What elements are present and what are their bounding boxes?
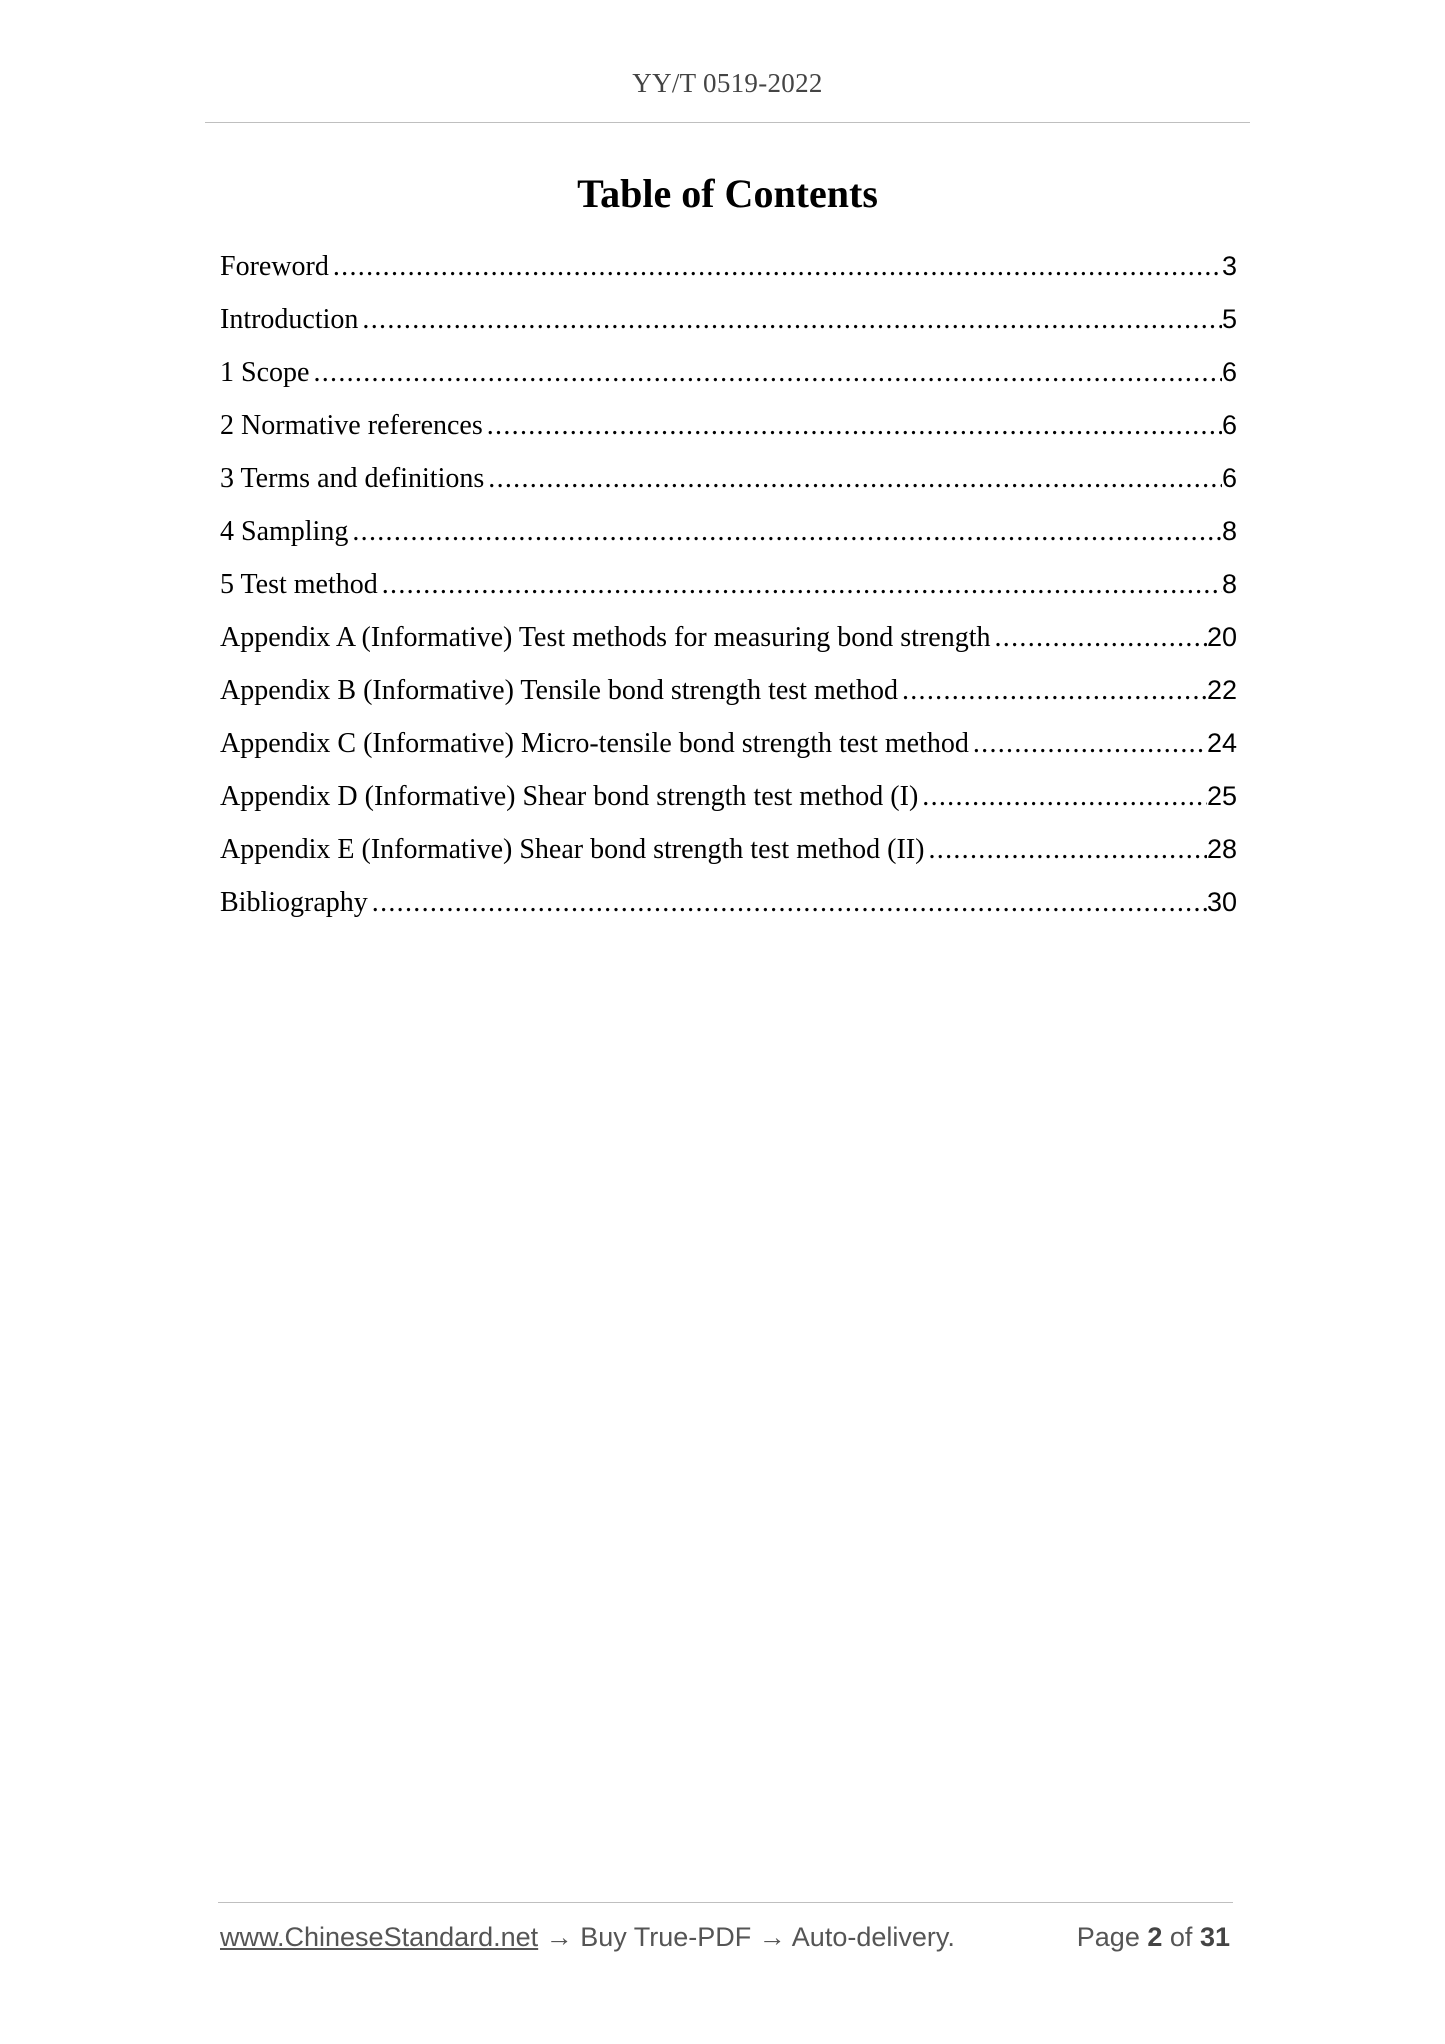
toc-entry-page: 22 bbox=[1206, 675, 1237, 705]
toc-dot-leader bbox=[924, 830, 1206, 870]
toc-entry-label: 4 Sampling bbox=[220, 516, 349, 547]
toc-entry-label: 2 Normative references bbox=[220, 410, 483, 441]
toc-entry-appendix-d[interactable] bbox=[220, 776, 1237, 829]
footer-promo bbox=[220, 1922, 955, 1953]
toc-entry-page: 6 bbox=[1221, 463, 1237, 493]
toc-list bbox=[220, 246, 1237, 935]
toc-entry-page: 28 bbox=[1206, 834, 1237, 864]
toc-entry-appendix-c[interactable] bbox=[220, 723, 1237, 776]
auto-delivery-text: Auto-delivery. bbox=[791, 1922, 955, 1952]
toc-entry-label: Appendix E (Informative) Shear bond strength test method (II) bbox=[220, 834, 925, 865]
toc-entry-appendix-e[interactable] bbox=[220, 829, 1237, 882]
toc-entry-introduction[interactable] bbox=[220, 299, 1237, 352]
toc-entry-appendix-a[interactable] bbox=[220, 617, 1237, 670]
toc-dot-leader bbox=[483, 406, 1222, 446]
page-number bbox=[1077, 1922, 1230, 1953]
toc-entry-label: 5 Test method bbox=[220, 569, 378, 600]
toc-entry-label: Bibliography bbox=[220, 887, 368, 918]
toc-entry-label: Appendix B (Informative) Tensile bond strength test method bbox=[220, 675, 898, 706]
toc-entry-label: Foreword bbox=[220, 251, 329, 282]
toc-entry-normative-references[interactable] bbox=[220, 405, 1237, 458]
toc-entry-label: Appendix A (Informative) Test methods for measuring bond strength bbox=[220, 622, 991, 653]
toc-entry-page: 5 bbox=[1221, 304, 1237, 334]
toc-entry-page: 24 bbox=[1206, 728, 1237, 758]
toc-dot-leader bbox=[898, 671, 1207, 711]
toc-entry-label: 1 Scope bbox=[220, 357, 310, 388]
toc-entry-page: 8 bbox=[1221, 569, 1237, 599]
footer-divider bbox=[218, 1902, 1233, 1903]
toc-dot-leader bbox=[309, 353, 1222, 393]
toc-dot-leader bbox=[358, 300, 1222, 340]
toc-dot-leader bbox=[484, 459, 1222, 499]
toc-entry-bibliography[interactable] bbox=[220, 882, 1237, 935]
total-pages-number: 31 bbox=[1199, 1922, 1230, 1952]
toc-entry-terms-and-definitions[interactable] bbox=[220, 458, 1237, 511]
page-footer bbox=[220, 1922, 1230, 1962]
toc-entry-label: Appendix D (Informative) Shear bond strength test method (I) bbox=[220, 781, 919, 812]
toc-dot-leader bbox=[378, 565, 1222, 605]
toc-entry-page: 6 bbox=[1221, 357, 1237, 387]
toc-entry-sampling[interactable] bbox=[220, 511, 1237, 564]
toc-dot-leader bbox=[918, 777, 1207, 817]
toc-entry-foreword[interactable] bbox=[220, 246, 1237, 299]
toc-entry-page: 25 bbox=[1206, 781, 1237, 811]
toc-dot-leader bbox=[991, 618, 1207, 658]
toc-entry-page: 20 bbox=[1206, 622, 1237, 652]
toc-entry-label: Appendix C (Informative) Micro-tensile bond strength test method bbox=[220, 728, 969, 759]
toc-entry-page: 30 bbox=[1206, 887, 1237, 917]
toc-entry-page: 6 bbox=[1221, 410, 1237, 440]
toc-entry-test-method[interactable] bbox=[220, 564, 1237, 617]
toc-entry-page: 3 bbox=[1221, 251, 1237, 281]
current-page-number: 2 bbox=[1147, 1922, 1163, 1952]
toc-entry-scope[interactable] bbox=[220, 352, 1237, 405]
header-divider bbox=[205, 122, 1250, 123]
toc-dot-leader bbox=[348, 512, 1222, 552]
page-word: Page bbox=[1076, 1922, 1140, 1952]
running-header: YY/T 0519-2022 bbox=[632, 68, 823, 98]
toc-entry-label: 3 Terms and definitions bbox=[220, 463, 485, 494]
buy-pdf-text: Buy True-PDF bbox=[580, 1922, 752, 1952]
toc-entry-page: 8 bbox=[1221, 516, 1237, 546]
arrow-right-icon: → bbox=[758, 1922, 786, 1952]
toc-entry-appendix-b[interactable] bbox=[220, 670, 1237, 723]
toc-title: Table of Contents bbox=[577, 171, 878, 216]
website-link[interactable]: www.ChineseStandard.net bbox=[220, 1922, 539, 1952]
toc-dot-leader bbox=[368, 883, 1207, 923]
arrow-right-icon: → bbox=[545, 1922, 573, 1952]
toc-entry-label: Introduction bbox=[220, 304, 359, 335]
of-word: of bbox=[1169, 1922, 1193, 1952]
toc-dot-leader bbox=[969, 724, 1207, 764]
toc-dot-leader bbox=[329, 247, 1222, 287]
